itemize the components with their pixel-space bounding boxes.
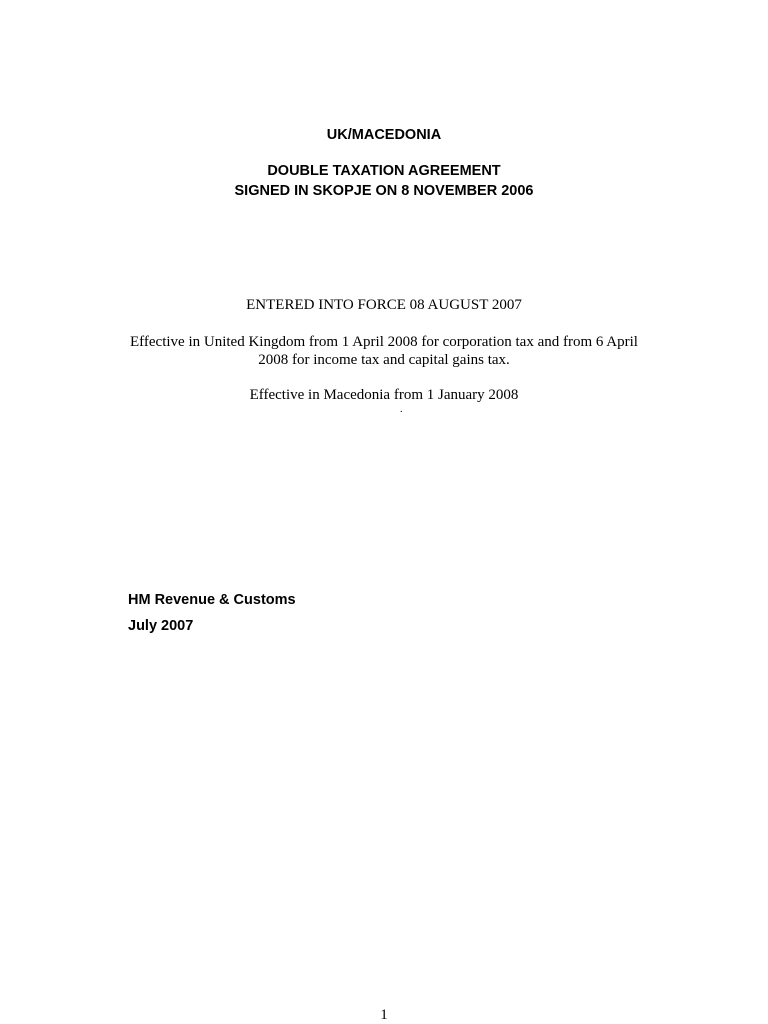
issuing-organisation: HM Revenue & Customs (128, 592, 296, 608)
effective-uk-text-line-2: 2008 for income tax and capital gains tax. (258, 352, 510, 368)
effective-uk-text-line-1: Effective in United Kingdom from 1 April 2008 for corporation tax and from 6 April (130, 334, 638, 350)
page-number: 1 (380, 1007, 388, 1023)
document-title-agreement: DOUBLE TAXATION AGREEMENT (267, 163, 501, 179)
document-title-country: UK/MACEDONIA (326, 127, 442, 143)
effective-macedonia-text: Effective in Macedonia from 1 January 2008 (249, 387, 519, 403)
document-title-signed: SIGNED IN SKOPJE ON 8 NOVEMBER 2006 (234, 183, 534, 199)
publication-date: July 2007 (128, 618, 194, 634)
entered-into-force-text: ENTERED INTO FORCE 08 AUGUST 2007 (246, 297, 522, 313)
stray-dot: . (400, 404, 403, 415)
